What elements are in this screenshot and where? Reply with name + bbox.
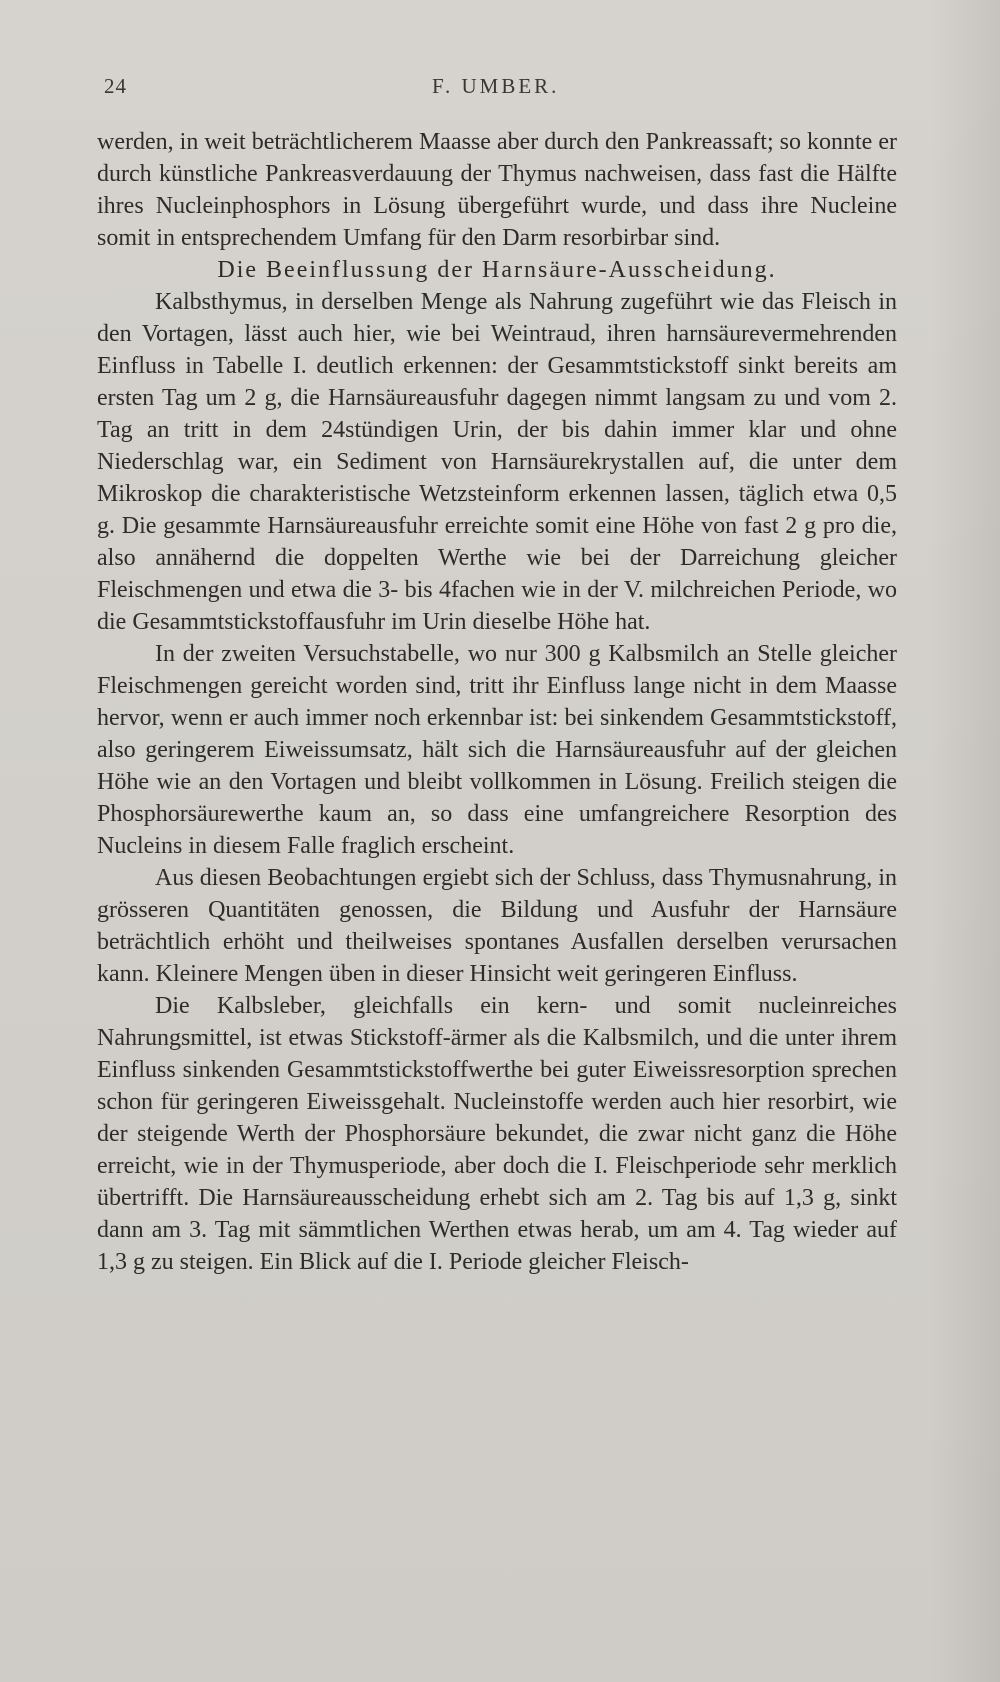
page-number: 24: [104, 74, 127, 98]
paragraph: Kalbsthymus, in derselben Menge als Nahrung zugeführt wie das Fleisch in den Vortagen, lässt auch hier, wie bei Weintraud, ihren harnsäurevermehrenden Einfluss in Tabelle I. deutlich erkennen: der Gesammtstickstoff sinkt bereits am ersten Tag um 2 g, die Harnsäureausfuhr dagegen nimmt langsam zu und vom 2. Tag an tritt in dem 24stündigen Urin, der bis dahin immer klar und ohne Niederschlag war, ein Sediment von Harnsäurekrystallen auf, die unter dem Mikroskop die charakteristische Wetzsteinform erkennen lassen, täglich etwa 0,5 g. Die gesammte Harnsäureausfuhr erreichte somit eine Höhe von fast 2 g pro die, also annähernd die doppelten Werthe wie bei der Darreichung gleicher Fleischmengen und etwa die 3- bis 4fachen wie in der V. milchreichen Periode, wo die Gesammtstickstoffausfuhr im Urin dieselbe Höhe hat.: [97, 289, 897, 635]
running-head: F. UMBER.: [432, 74, 560, 98]
body-text: [97, 126, 897, 1278]
section-heading: Die Beeinflussung der Harnsäure-Ausscheidung.: [217, 257, 777, 283]
paragraph: Aus diesen Beobachtungen ergiebt sich der Schluss, dass Thymusnahrung, in grösseren Quantitäten genossen, die Bildung und Ausfuhr der Harnsäure beträchtlich erhöht und theilweises spontanes Ausfallen derselben verursachen kann. Kleinere Mengen üben in dieser Hinsicht weit geringeren Einfluss.: [97, 865, 897, 987]
paragraph: werden, in weit beträchtlicherem Maasse aber durch den Pankreassaft; so konnte er durch künstliche Pankreasverdauung der Thymus nachweisen, dass fast die Hälfte ihres Nucleinphosphors in Lösung übergeführt wurde, und dass ihre Nucleine somit in entsprechendem Umfang für den Darm resorbirbar sind.: [97, 129, 897, 251]
paragraph: Die Kalbsleber, gleichfalls ein kern- und somit nucleinreiches Nahrungsmittel, ist etwas Stickstoff-ärmer als die Kalbsmilch, und die unter ihrem Einfluss sinkenden Gesammtstickstoffwerthe bei guter Eiweissresorption sprechen schon für geringeren Eiweissgehalt. Nucleinstoffe werden auch hier resorbirt, wie der steigende Werth der Phosphorsäure bekundet, die zwar nicht ganz die Höhe erreicht, wie in der Thymusperiode, aber doch die I. Fleischperiode sehr merklich übertrifft. Die Harnsäureausscheidung erhebt sich am 2. Tag bis auf 1,3 g, sinkt dann am 3. Tag mit sämmtlichen Werthen etwas herab, um am 4. Tag wieder auf 1,3 g zu steigen. Ein Blick auf die I. Periode gleicher Fleisch-: [97, 993, 897, 1275]
page-header: [104, 74, 899, 108]
paragraph: In der zweiten Versuchstabelle, wo nur 300 g Kalbsmilch an Stelle gleicher Fleischmengen gereicht worden sind, tritt ihr Einfluss lange nicht in dem Maasse hervor, wenn er auch immer noch erkennbar ist: bei sinkendem Gesammtstickstoff, also geringerem Eiweissumsatz, hält sich die Harnsäureausfuhr auf der gleichen Höhe wie an den Vortagen und bleibt vollkommen in Lösung. Freilich steigen die Phosphorsäurewerthe kaum an, so dass eine umfangreichere Resorption des Nucleins in diesem Falle fraglich erscheint.: [97, 641, 897, 859]
